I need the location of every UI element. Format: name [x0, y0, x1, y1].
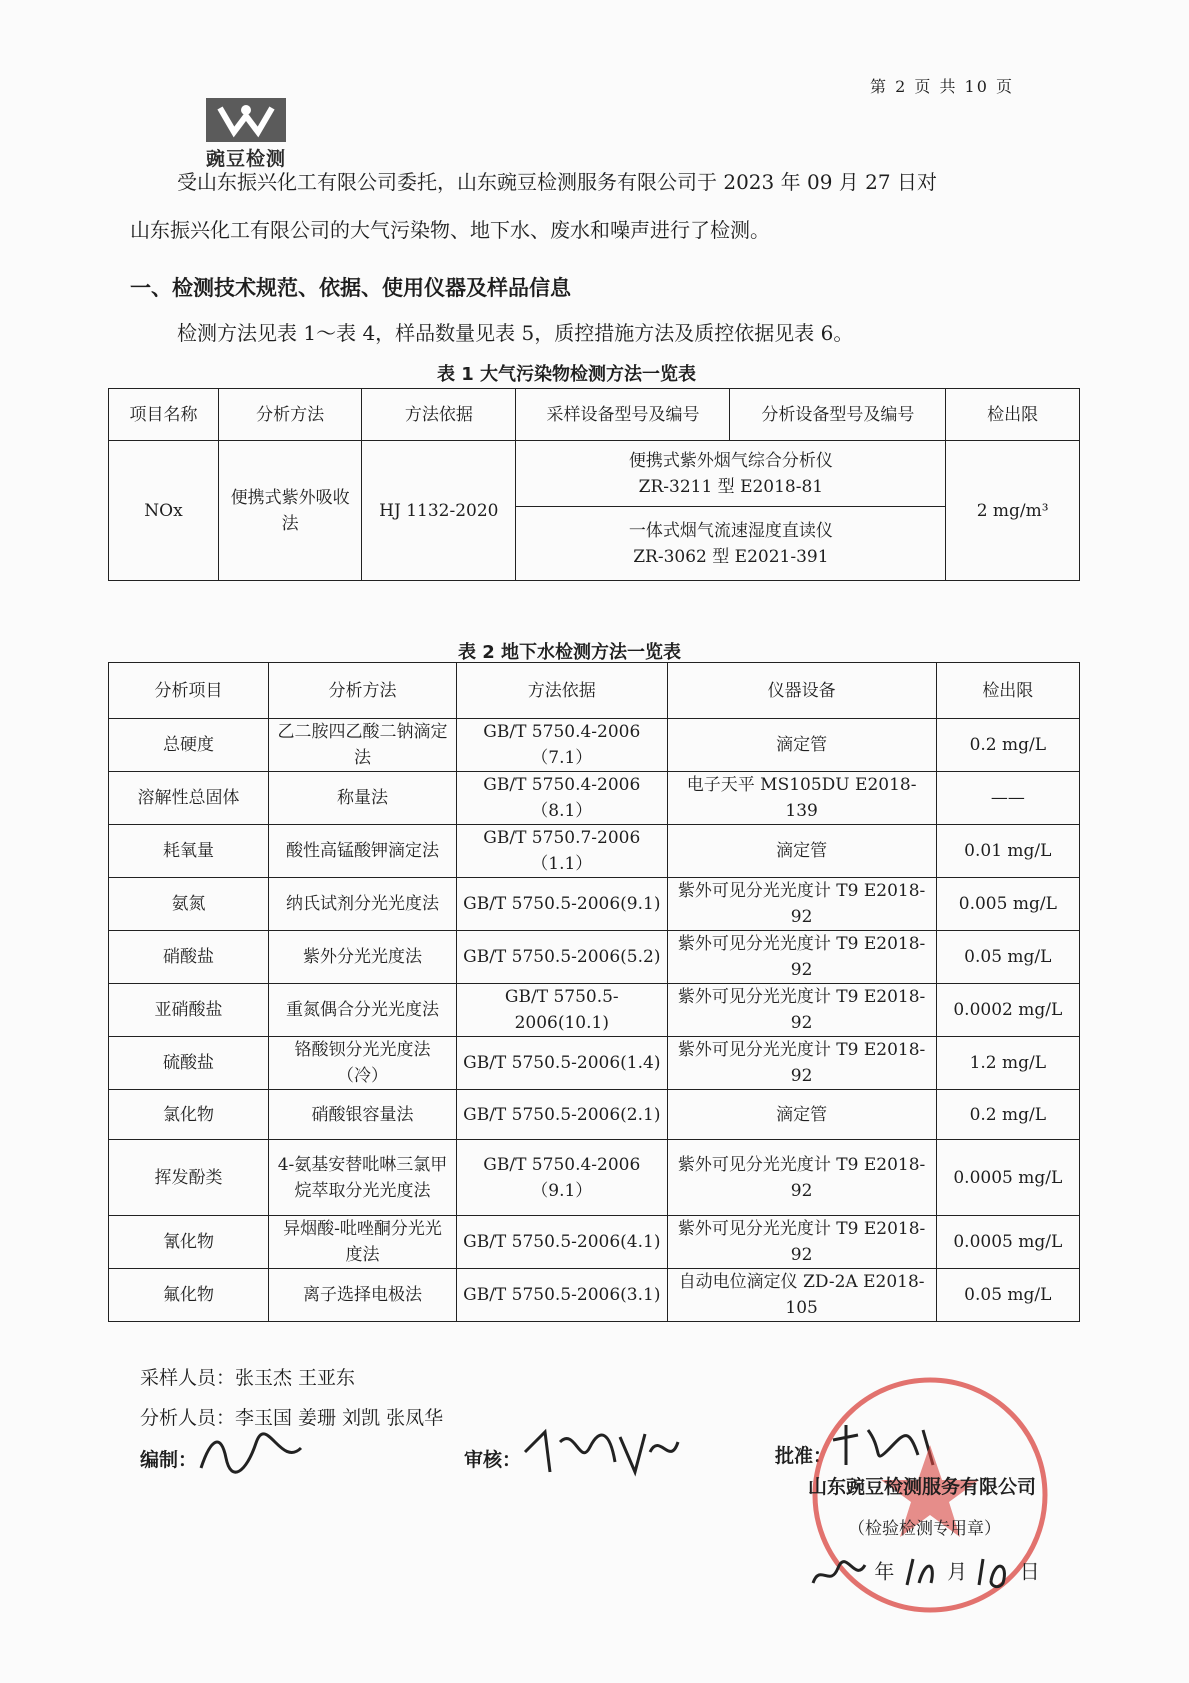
table2-cell: GB/T 5750.5-2006(1.4) [457, 1037, 668, 1090]
table-row [109, 1090, 1080, 1140]
table2-cell: 0.0005 mg/L [936, 1216, 1079, 1269]
table2-cell: GB/T 5750.7-2006（1.1） [457, 825, 668, 878]
reviewer-signature [520, 1422, 680, 1486]
table2-cell: 4-氨基安替吡啉三氯甲烷萃取分光光度法 [268, 1140, 456, 1216]
table1-header: 项目名称 [109, 389, 219, 441]
table2-cell: 紫外可见分光光度计 T9 E2018-92 [667, 1140, 936, 1216]
table1-cell [516, 441, 946, 507]
table2-cell: 滴定管 [667, 1090, 936, 1140]
table2-cell: —— [936, 772, 1079, 825]
table2-cell: 紫外可见分光光度计 T9 E2018-92 [667, 1037, 936, 1090]
table2-cell: 紫外分光光度法 [268, 931, 456, 984]
table2-cell: 0.2 mg/L [936, 1090, 1079, 1140]
section-heading: 一、检测技术规范、依据、使用仪器及样品信息 [130, 276, 571, 300]
table-row [109, 1140, 1080, 1216]
table2-cell: 异烟酸-吡唑酮分光光度法 [268, 1216, 456, 1269]
table-row [109, 878, 1080, 931]
table2-cell: 滴定管 [667, 719, 936, 772]
table1-caption: 表 1 大气污染物检测方法一览表 [437, 364, 697, 385]
table2-caption: 表 2 地下水检测方法一览表 [458, 642, 682, 663]
table2-cell: 总硬度 [109, 719, 269, 772]
table2-cell: 耗氧量 [109, 825, 269, 878]
table2-cell: 乙二胺四乙酸二钠滴定法 [268, 719, 456, 772]
table1-header: 分析方法 [219, 389, 362, 441]
table2-cell: 酸性高锰酸钾滴定法 [268, 825, 456, 878]
table2-cell: GB/T 5750.4-2006（9.1） [457, 1140, 668, 1216]
table2-cell: 挥发酚类 [109, 1140, 269, 1216]
samplers: 采样人员：张玉杰 王亚东 [140, 1367, 356, 1389]
logo-mark-icon [206, 98, 286, 142]
table2-cell: 铬酸钡分光光度法（冷） [268, 1037, 456, 1090]
table-row [109, 1216, 1080, 1269]
table2-cell: 0.2 mg/L [936, 719, 1079, 772]
table2-cell: GB/T 5750.5-2006(10.1) [457, 984, 668, 1037]
page-number: 第 2 页 共 10 页 [870, 77, 1014, 96]
table-row [109, 825, 1080, 878]
table1-cell: 2 mg/m³ [946, 441, 1080, 581]
table1-cell: HJ 1132-2020 [362, 441, 516, 581]
table2-header: 检出限 [936, 663, 1079, 719]
table2-cell: 氨氮 [109, 878, 269, 931]
table-row [109, 719, 1080, 772]
intro-line-1: 受山东振兴化工有限公司委托，山东豌豆检测服务有限公司于 2023 年 09 月 27 日对 [177, 170, 937, 194]
table2-cell: 纳氏试剂分光光度法 [268, 878, 456, 931]
editor-signature [196, 1428, 306, 1482]
table2-cell: GB/T 5750.5-2006(9.1) [457, 878, 668, 931]
table2-cell: 硝酸银容量法 [268, 1090, 456, 1140]
table2-cell: 电子天平 MS105DU E2018-139 [667, 772, 936, 825]
table2-cell: 称量法 [268, 772, 456, 825]
intro-line-2: 山东振兴化工有限公司的大气污染物、地下水、废水和噪声进行了检测。 [130, 218, 770, 242]
table2-cell: 氰化物 [109, 1216, 269, 1269]
table2-cell: GB/T 5750.5-2006(3.1) [457, 1269, 668, 1322]
analysts: 分析人员：李玉国 姜珊 刘凯 张凤华 [140, 1407, 444, 1429]
table2-cell: 氟化物 [109, 1269, 269, 1322]
table2-cell: 紫外可见分光光度计 T9 E2018-92 [667, 878, 936, 931]
table2-cell: 离子选择电极法 [268, 1269, 456, 1322]
table2-header: 方法依据 [457, 663, 668, 719]
handwritten-year [810, 1553, 868, 1593]
table2-cell: 1.2 mg/L [936, 1037, 1079, 1090]
table2-cell: 溶解性总固体 [109, 772, 269, 825]
device-id: ZR-3211 型 E2018-81 [638, 476, 824, 497]
device-name: 便携式紫外烟气综合分析仪 [628, 450, 833, 471]
table2-cell: 紫外可见分光光度计 T9 E2018-92 [667, 931, 936, 984]
approver-label: 批准： [775, 1445, 833, 1467]
table1-header: 采样设备型号及编号 [516, 389, 730, 441]
table2-cell: 紫外可见分光光度计 T9 E2018-92 [667, 984, 936, 1037]
day-label: 日 [1019, 1559, 1040, 1584]
table-row [109, 772, 1080, 825]
table2-cell: 0.005 mg/L [936, 878, 1079, 931]
sign-date [810, 1553, 1040, 1593]
table2-cell: 0.0002 mg/L [936, 984, 1079, 1037]
table-groundwater [108, 662, 1080, 1322]
table2-header: 分析项目 [109, 663, 269, 719]
table2-cell: 0.0005 mg/L [936, 1140, 1079, 1216]
table2-body [109, 719, 1080, 1322]
table1-cell [516, 507, 946, 581]
table2-header: 分析方法 [268, 663, 456, 719]
section-text: 检测方法见表 1～表 4，样品数量见表 5，质控措施方法及质控依据见表 6。 [177, 321, 854, 345]
table2-cell: 氯化物 [109, 1090, 269, 1140]
table1-cell: NOx [109, 441, 219, 581]
table-row [109, 984, 1080, 1037]
table1-cell: 便携式紫外吸收法 [219, 441, 362, 581]
table2-cell: 亚硝酸盐 [109, 984, 269, 1037]
table1-header: 检出限 [946, 389, 1080, 441]
table2-cell: 0.05 mg/L [936, 931, 1079, 984]
table2-cell: 滴定管 [667, 825, 936, 878]
editor-label: 编制： [140, 1449, 198, 1471]
table2-cell: 硝酸盐 [109, 931, 269, 984]
company-name: 山东豌豆检测服务有限公司 [808, 1476, 1037, 1498]
year-label: 年 [874, 1559, 895, 1584]
table1-header: 分析设备型号及编号 [730, 389, 946, 441]
table2-cell: 自动电位滴定仪 ZD-2A E2018-105 [667, 1269, 936, 1322]
table-row [109, 1269, 1080, 1322]
logo-text: 豌豆检测 [206, 148, 287, 170]
table2-cell: GB/T 5750.4-2006（8.1） [457, 772, 668, 825]
table2-cell: 重氮偶合分光光度法 [268, 984, 456, 1037]
table2-cell: GB/T 5750.5-2006(2.1) [457, 1090, 668, 1140]
table2-cell: GB/T 5750.4-2006（7.1） [457, 719, 668, 772]
table2-cell: 0.05 mg/L [936, 1269, 1079, 1322]
handwritten-month [901, 1553, 941, 1593]
reviewer-label: 审核： [464, 1449, 522, 1471]
table2-cell: 紫外可见分光光度计 T9 E2018-92 [667, 1216, 936, 1269]
device-name: 一体式烟气流速湿度直读仪 [628, 520, 833, 541]
table2-cell: GB/T 5750.5-2006(4.1) [457, 1216, 668, 1269]
table2-cell: 硫酸盐 [109, 1037, 269, 1090]
handwritten-day [973, 1553, 1013, 1593]
table2-cell: 0.01 mg/L [936, 825, 1079, 878]
month-label: 月 [947, 1559, 968, 1584]
table-row [109, 931, 1080, 984]
device-id: ZR-3062 型 E2021-391 [633, 546, 829, 567]
table1-header: 方法依据 [362, 389, 516, 441]
table-air-pollutants [108, 388, 1080, 581]
table-row [109, 1037, 1080, 1090]
table2-cell: GB/T 5750.5-2006(5.2) [457, 931, 668, 984]
table2-header: 仪器设备 [667, 663, 936, 719]
stamp-note: （检验检测专用章） [848, 1519, 1001, 1539]
